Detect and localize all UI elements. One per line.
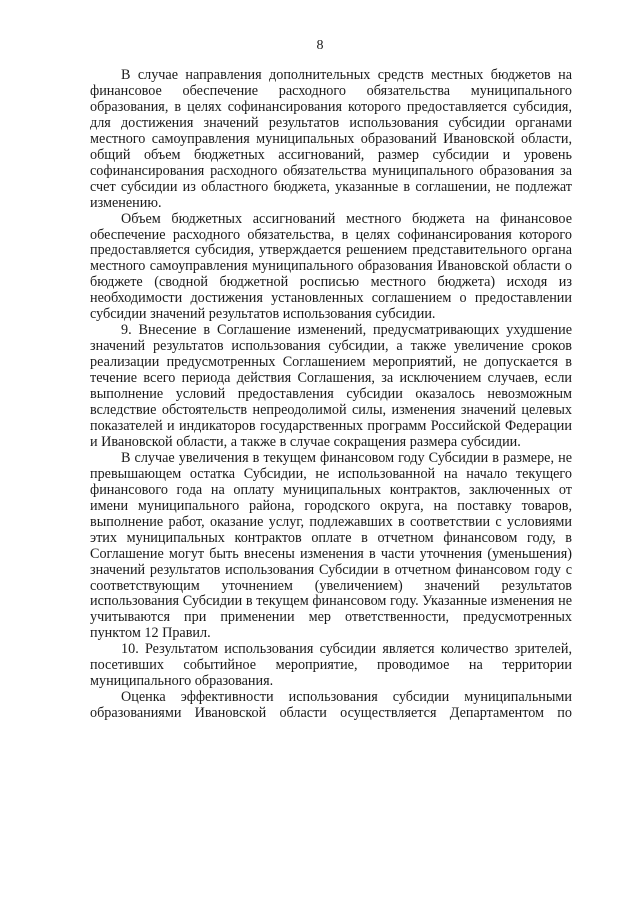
paragraph-item-9-agreement-changes: 9. Внесение в Соглашение изменений, предусматривающих ухудшение значений результатов использования субсидии, а также увеличение сроков реализации предусмотренных Соглашением мероприятий, не допускается в течение всего периода действия Соглашения, за исключением случаев, если выполнение условий предоставления субсидии оказалось невозможным вследствие обстоятельств непреодолимой силы, изменения значений целевых показателей и индикаторов государственных программ Российской Федерации и Ивановской области, а также в случае сокращения размера субсидии. [90,322,572,450]
paragraph-item-10-result: 10. Результатом использования субсидии является количество зрителей, посетивших событийное мероприятие, проводимое на территории муниципального образования. [90,641,572,690]
paragraph-subsidy-increase: В случае увеличения в текущем финансовом году Субсидии в размере, не превышающем остатка Субсидии, не использованной на начало текущего финансового года на оплату муниципальных контрактов, заключенных от имени муниципального района, городского округа, на поставку товаров, выполнение работ, оказание услуг, подлежавших в соответствии с условиями этих муниципальных контрактов оплате в отчетном финансовом году, в Соглашение могут быть внесены изменения в части уточнения (уменьшения) значений результатов использования Субсидии в отчетном финансовом году с соответствующим уточнением (увеличением) значений результатов использования Субсидии в текущем финансовом году. Указанные изменения не учитываются при применении мер ответственности, предусмотренных пунктом 12 Правил. [90,449,572,642]
page-number: 8 [316,38,324,53]
paragraph-local-budget-allocations: Объем бюджетных ассигнований местного бюджета на финансовое обеспечение расходного обязательства, в целях софинансирования которого предоставляется субсидия, утверждается решением представительного органа местного самоуправления муниципального образования Ивановской области о бюджете (сводной бюджетной росписью местного бюджета) исходя из необходимости достижения установленных соглашением о предоставлении субсидии значений результатов использования субсидии. [90,210,572,323]
paragraph-efficiency-assessment: Оценка эффективности использования субсидии муниципальными образованиями Ивановской области осуществляется Департаментом по [90,689,572,722]
paragraph-cofinancing-local-budgets: В случае направления дополнительных средств местных бюджетов на финансовое обеспечение расходного обязательства муниципального образования, в целях софинансирования которого предоставляется субсидия, для достижения значений результатов использования субсидии органами местного самоуправления муниципальных образований Ивановской области, общий объем бюджетных ассигнований, размер субсидии и уровень софинансирования расходного обязательства муниципального образования за счет субсидии из областного бюджета, указанные в соглашении, не подлежат изменению. [90,67,572,211]
body-text [90,68,572,722]
